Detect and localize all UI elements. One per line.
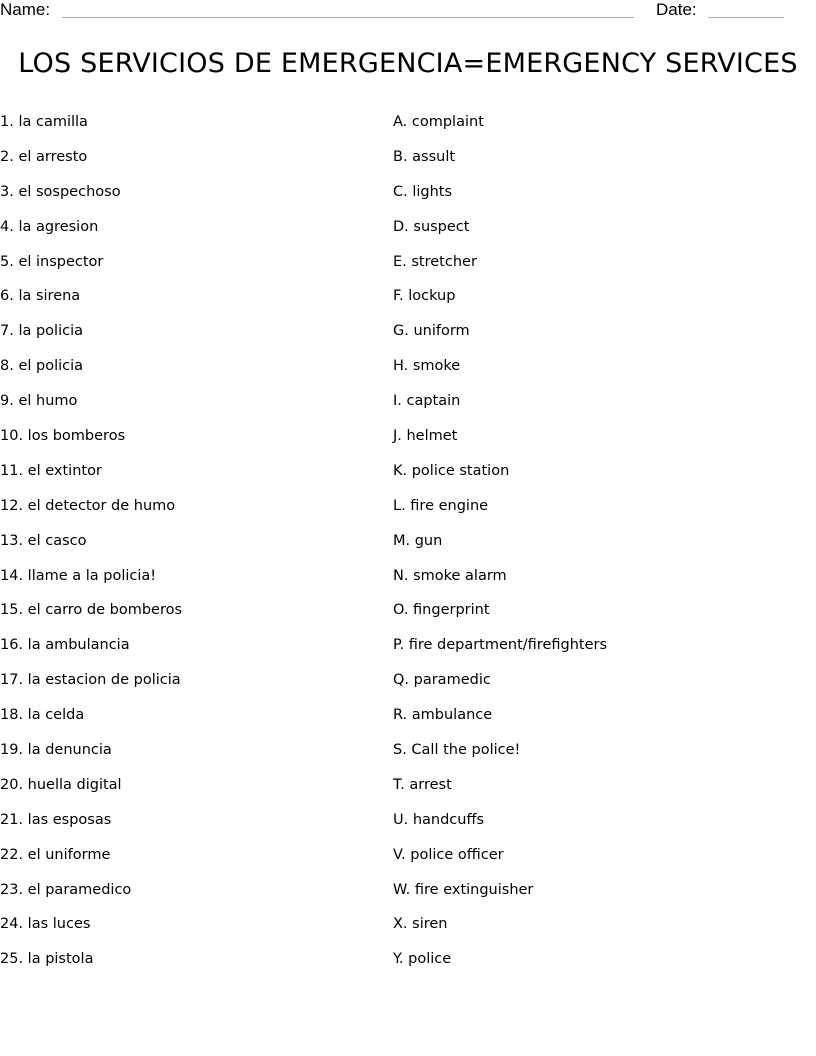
definition-item: M. gun [393, 532, 443, 549]
definition-item: P. fire department/firefighters [393, 637, 608, 654]
english-definitions-list [393, 112, 813, 984]
term-item: 22. el uniforme [0, 846, 111, 863]
term-item: 13. el casco [0, 532, 87, 549]
term-item: 11. el extintor [0, 462, 102, 479]
term-item: 9. el humo [0, 393, 78, 410]
term-item: 14. llame a la policia! [0, 567, 157, 584]
definition-item: X. siren [393, 916, 448, 933]
definition-item: E. stretcher [393, 253, 477, 270]
name-blank-line [62, 17, 634, 18]
definition-item: J. helmet [393, 428, 458, 445]
term-item: 2. el arresto [0, 148, 88, 165]
term-item: 25. la pistola [0, 951, 94, 968]
definition-item: L. fire engine [393, 497, 489, 514]
term-item: 21. las esposas [0, 811, 112, 828]
term-item: 15. el carro de bomberos [0, 602, 183, 619]
term-item: 16. la ambulancia [0, 637, 130, 654]
date-blank-line [708, 17, 784, 18]
spanish-terms-list [0, 112, 380, 984]
term-item: 1. la camilla [0, 114, 88, 130]
term-item: 23. el paramedico [0, 881, 132, 898]
definition-item: T. arrest [393, 776, 452, 793]
term-item: 7. la policia [0, 323, 83, 340]
term-item: 8. el policia [0, 358, 84, 375]
term-item: 20. huella digital [0, 776, 122, 793]
term-item: 4. la agresion [0, 218, 99, 235]
definition-item: R. ambulance [393, 707, 493, 724]
definition-item: K. police station [393, 462, 510, 479]
term-item: 24. las luces [0, 916, 91, 933]
definition-item: N. smoke alarm [393, 567, 507, 584]
definition-item: F. lockup [393, 288, 456, 305]
definition-item: Y. police [393, 951, 452, 968]
definition-item: W. fire extinguisher [393, 881, 534, 898]
name-label: Name: [0, 0, 51, 19]
definition-item: Q. paramedic [393, 672, 491, 689]
worksheet-header [0, 0, 816, 24]
definition-item: O. fingerprint [393, 602, 490, 619]
term-item: 3. el sospechoso [0, 183, 121, 200]
term-item: 10. los bomberos [0, 428, 126, 445]
definition-item: V. police officer [393, 846, 504, 863]
definition-item: B. assult [393, 148, 456, 165]
term-item: 5. el inspector [0, 253, 104, 270]
term-item: 19. la denuncia [0, 742, 112, 759]
term-item: 12. el detector de humo [0, 497, 176, 514]
definition-item: D. suspect [393, 218, 470, 235]
date-label: Date: [656, 0, 697, 19]
definition-item: U. handcuffs [393, 811, 485, 828]
definition-item: G. uniform [393, 323, 470, 340]
definition-item: I. captain [393, 393, 461, 410]
definition-item: S. Call the police! [393, 742, 521, 759]
definition-item: H. smoke [393, 358, 461, 375]
definition-item: C. lights [393, 183, 453, 200]
term-item: 17. la estacion de policia [0, 672, 181, 689]
term-item: 6. la sirena [0, 288, 81, 305]
term-item: 18. la celda [0, 707, 85, 724]
definition-item: A. complaint [393, 114, 484, 130]
worksheet-title: LOS SERVICIOS DE EMERGENCIA=EMERGENCY SERVICES [18, 48, 798, 79]
